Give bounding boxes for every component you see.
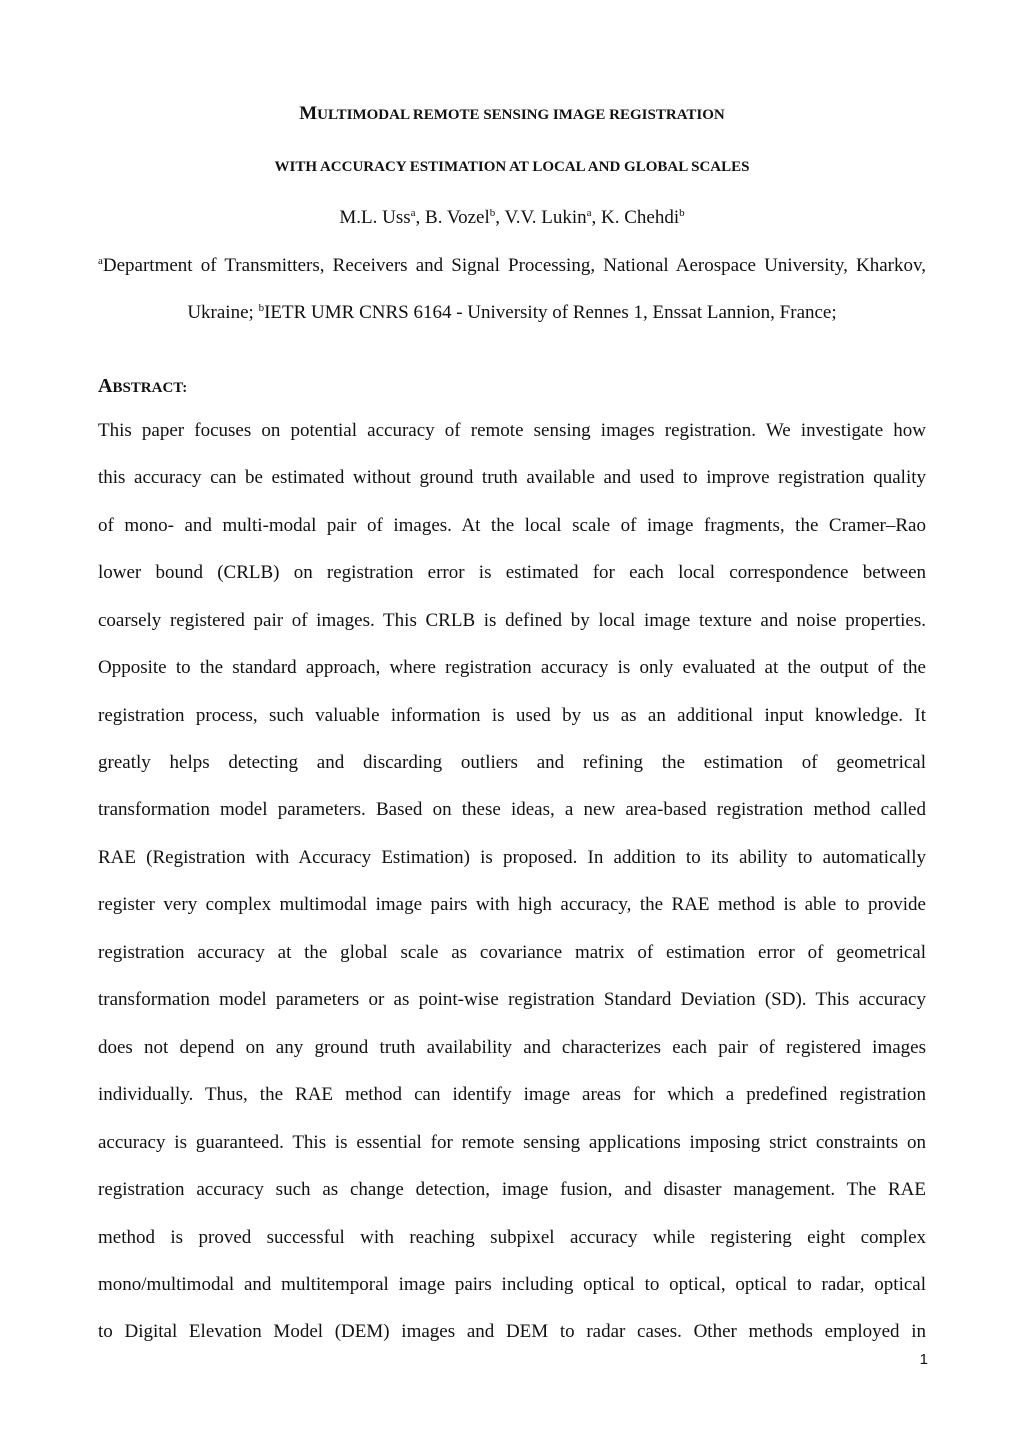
author-affiliation-mark: a xyxy=(586,207,592,219)
abstract-line: mono/multimodal and multitemporal image pairs including optical to optical, optical to radar, optical xyxy=(98,1274,926,1295)
abstract-line: registration accuracy such as change detection, image fusion, and disaster management. The RAE xyxy=(98,1179,926,1200)
abstract-line: transformation model parameters. Based on these ideas, a new area-based registration method called xyxy=(98,799,926,820)
affiliation-mark-b: b xyxy=(258,302,265,314)
abstract-line: transformation model parameters or as point-wise registration Standard Deviation (SD). This accuracy xyxy=(98,989,926,1010)
affiliation-b-text: IETR UMR CNRS 6164 - University of Rennes 1, Enssat Lannion, France; xyxy=(264,302,837,323)
abstract-heading-rest: BSTRACT: xyxy=(112,380,188,396)
author-affiliation-mark: a xyxy=(410,207,416,219)
author-2 xyxy=(425,207,504,228)
title-line-1 xyxy=(0,103,1024,125)
title-initial-cap: M xyxy=(299,103,318,124)
abstract-line: to Digital Elevation Model (DEM) images and DEM to radar cases. Other methods employed in xyxy=(98,1321,926,1342)
affiliation-mark-a: a xyxy=(98,255,103,267)
author-name: V.V. Lukin xyxy=(504,207,587,228)
author-name: K. Chehdi xyxy=(601,207,680,228)
page-number: 1 xyxy=(919,1351,928,1368)
title-line-2: WITH ACCURACY ESTIMATION AT LOCAL AND GLOBAL SCALES xyxy=(274,159,750,175)
author-name: M.L. Uss xyxy=(339,207,411,228)
abstract-line: Opposite to the standard approach, where registration accuracy is only evaluated at the output of the xyxy=(98,657,926,678)
affiliation-line-2 xyxy=(0,302,1024,324)
abstract-line: this accuracy can be estimated without ground truth available and used to improve registration quality xyxy=(98,467,926,488)
abstract-line: registration process, such valuable information is used by us as an additional input knowledge. It xyxy=(98,705,926,726)
author-3 xyxy=(504,207,601,228)
affiliation-line-2-prefix: Ukraine; xyxy=(187,302,259,323)
abstract-line: does not depend on any ground truth availability and characterizes each pair of registered images xyxy=(98,1037,926,1058)
abstract-line: coarsely registered pair of images. This CRLB is defined by local image texture and noise properties. xyxy=(98,610,926,631)
author-1 xyxy=(339,207,425,228)
author-4 xyxy=(601,207,685,228)
abstract-line: registration accuracy at the global scale as covariance matrix of estimation error of geometrical xyxy=(98,942,926,963)
abstract-line: of mono- and multi-modal pair of images. At the local scale of image fragments, the Cramer–Rao xyxy=(98,515,926,536)
author-name: B. Vozel xyxy=(425,207,490,228)
author-affiliation-mark: b xyxy=(489,207,496,219)
affiliation-a-text: Department of Transmitters, Receivers and Signal Processing, National Aerospace University, Kharkov, xyxy=(102,255,926,276)
author-list xyxy=(0,207,1024,229)
author-separator: , xyxy=(591,207,602,228)
title-line-1-rest: ULTIMODAL REMOTE SENSING IMAGE REGISTRATION xyxy=(317,107,725,123)
affiliation-line-1 xyxy=(98,255,926,277)
abstract-heading xyxy=(98,375,187,398)
abstract-line: lower bound (CRLB) on registration error is estimated for each local correspondence between xyxy=(98,562,926,583)
abstract-line: accuracy is guaranteed. This is essential for remote sensing applications imposing strict constraints on xyxy=(98,1132,926,1153)
abstract-line: RAE (Registration with Accuracy Estimation) is proposed. In addition to its ability to automatically xyxy=(98,847,926,868)
author-separator: , xyxy=(415,207,426,228)
author-separator: , xyxy=(495,207,505,228)
abstract-line: method is proved successful with reaching subpixel accuracy while registering eight complex xyxy=(98,1227,926,1248)
abstract-line: register very complex multimodal image pairs with high accuracy, the RAE method is able to provide xyxy=(98,894,926,915)
abstract-line: individually. Thus, the RAE method can identify image areas for which a predefined registration xyxy=(98,1084,926,1105)
abstract-heading-initial: A xyxy=(98,375,113,397)
author-affiliation-mark: b xyxy=(679,207,685,219)
abstract-line: greatly helps detecting and discarding outliers and refining the estimation of geometrical xyxy=(98,752,926,773)
abstract-line: This paper focuses on potential accuracy of remote sensing images registration. We investigate how xyxy=(98,420,926,441)
